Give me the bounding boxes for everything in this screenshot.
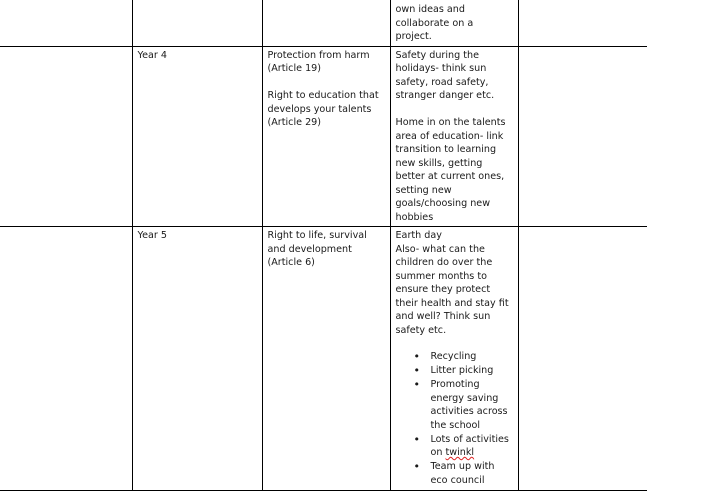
bullet-list bbox=[396, 350, 512, 487]
article-text: Right to education that develops your talents (Article 29) bbox=[267, 90, 379, 128]
list-item bbox=[414, 378, 512, 432]
table-row bbox=[0, 0, 647, 46]
table-cell[interactable] bbox=[518, 227, 647, 491]
list-item-text: Lots of activities on bbox=[430, 433, 509, 458]
list-item-text: Litter picking bbox=[430, 365, 494, 376]
list-item-text: Promoting energy saving activities across the school bbox=[430, 379, 508, 431]
year-label: Year 5 bbox=[137, 230, 167, 241]
table-cell[interactable] bbox=[0, 0, 132, 46]
cell-text: own ideas and collaborate on a project. bbox=[395, 4, 474, 42]
bullet-icon: • bbox=[413, 378, 420, 391]
article-text: Protection from harm (Article 19) bbox=[267, 49, 370, 74]
article-cell[interactable] bbox=[262, 227, 390, 491]
article-cell[interactable] bbox=[262, 46, 390, 227]
list-item bbox=[414, 364, 512, 378]
notes-cell[interactable] bbox=[390, 227, 518, 491]
table-cell[interactable] bbox=[132, 0, 262, 46]
year-cell[interactable] bbox=[132, 46, 262, 227]
list-item bbox=[414, 460, 512, 487]
table-cell[interactable] bbox=[0, 227, 132, 491]
bullet-icon: • bbox=[413, 350, 420, 363]
table-cell[interactable] bbox=[0, 46, 132, 227]
notes-text: Home in on the talents area of education- link transition to learning new skills, getting better at current ones, setting new goals/choosing new hobbies bbox=[395, 117, 506, 223]
table-row bbox=[0, 227, 647, 491]
table-cell[interactable] bbox=[262, 0, 390, 46]
article-text: Right to life, survival and development (Article 6) bbox=[267, 230, 367, 268]
table-cell[interactable] bbox=[390, 0, 518, 46]
bullet-icon: • bbox=[413, 432, 420, 446]
table-row bbox=[0, 46, 647, 227]
notes-text: Safety during the holidays- think sun safety, road safety, stranger danger etc. bbox=[395, 49, 495, 101]
bullet-icon: • bbox=[413, 460, 420, 473]
list-item-text: Team up with eco council bbox=[430, 461, 495, 486]
spellcheck-word[interactable]: twinkl bbox=[445, 447, 475, 458]
table-cell[interactable] bbox=[518, 46, 647, 227]
bullet-icon: • bbox=[413, 364, 420, 377]
list-item bbox=[414, 350, 512, 364]
list-item-text: Recycling bbox=[430, 351, 477, 362]
list-item bbox=[414, 433, 512, 460]
notes-cell[interactable] bbox=[390, 46, 518, 227]
table-cell[interactable] bbox=[518, 0, 647, 46]
year-label: Year 4 bbox=[137, 49, 167, 61]
year-cell[interactable] bbox=[132, 227, 262, 491]
notes-text: Also- what can the children do over the summer months to ensure they protect their health and stay fit and well? Think sun safety etc. bbox=[395, 243, 509, 336]
notes-text: Earth day bbox=[395, 230, 442, 241]
